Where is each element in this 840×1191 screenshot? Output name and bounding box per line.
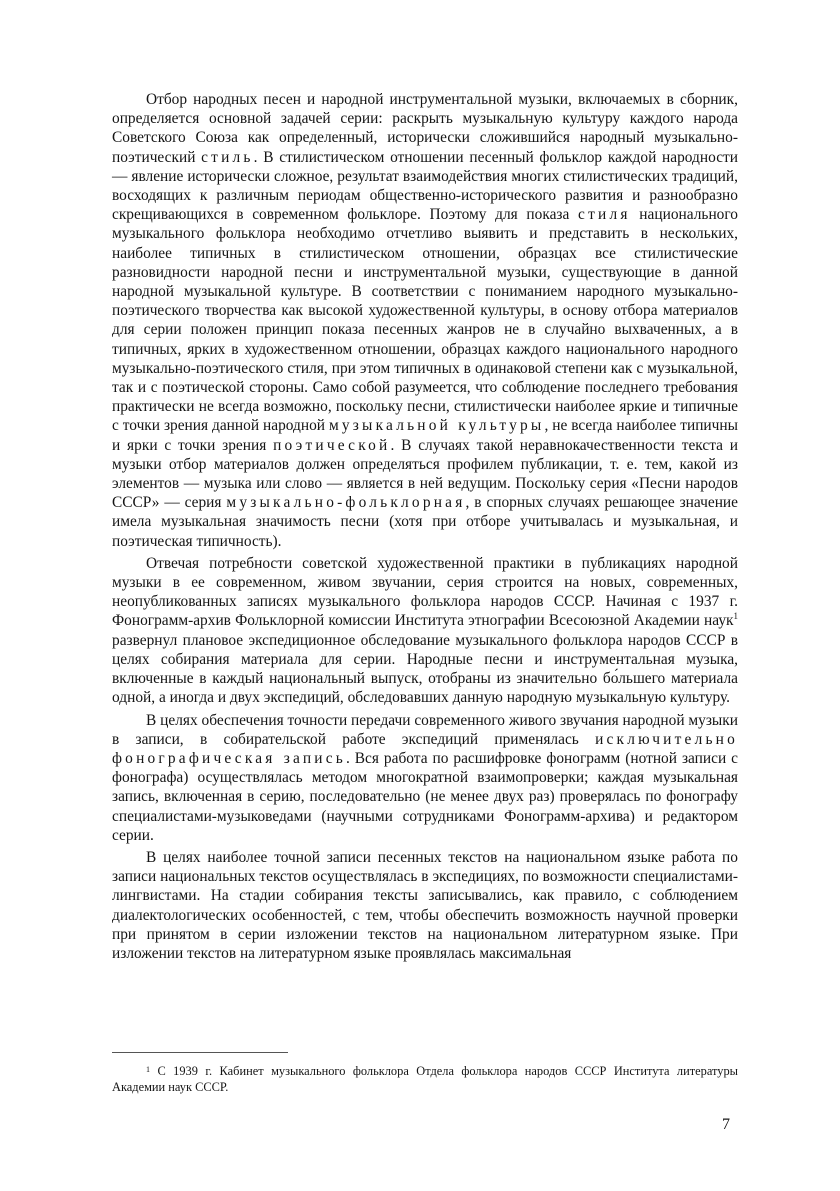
footnote-text: С 1939 г. Кабинет музыкального фольклора Отдела фольклора народов СССР Института литературы Академии наук СССР. bbox=[112, 1064, 738, 1094]
text-run: национального музыкального фольклора необходимо отчетливо выявить и представить в нескольких, наиболее типичных в стилистическом отношении, образцах все стилистические разновидности народной песни и инструментальной музыки, существующие в данной народной музыкальной культуре. В соответствии с пониманием народного музыкально-поэтического творчества как высокой художественной культуры, в основу отбора материалов для серии положен принцип показа песенных жанров не в случайно выхваченных, а в типичных, ярких в художественном отношении, образцах каждого национального народного музыкально-поэтического стиля, при этом типичных в одинаковой степени как с музыкальной, так и с поэтической стороны. Само собой разумеется, что соблюдение последнего требования практически не всегда возможно, поскольку песни, стилистически наиболее яркие и типичные с точки зрения данной народной bbox=[112, 206, 738, 435]
page-number: 7 bbox=[722, 1116, 730, 1133]
spaced-emphasis: стиля bbox=[578, 206, 631, 224]
footnote-mark: 1 bbox=[146, 1065, 150, 1074]
text-run: В целях обеспечения точности передачи современного живого звучания народной музыки в записи, в собирательской работе экспедиций применялась bbox=[112, 711, 738, 748]
spaced-emphasis: стиль bbox=[201, 148, 254, 166]
spaced-emphasis: поэтической bbox=[273, 436, 391, 454]
text-run: Отбор народных песен и народной инструментальной музыки, включаемых в сборник, определяется основной задачей серии: раскрыть музыкальную культуру каждого народа Советского Союза как определенный, исторически сложившийся народный музыкально-поэтический bbox=[112, 91, 738, 166]
spaced-emphasis: музыкальной культуры bbox=[328, 417, 545, 435]
text-run: , не всегда наиболее типичны и ярки с точки зрения bbox=[112, 417, 738, 454]
text-run: . В стилистическом отношении песенный фольклор каждой народности — явление исторически сложное, результат взаимодействия многих стилистических традиций, восходящих к различным периодам общественно-исторического развития и разнообразно скрещивающихся в современном фольклоре. Поэтому для показа bbox=[112, 148, 738, 224]
paragraph-recordings bbox=[112, 554, 738, 708]
main-text bbox=[112, 90, 738, 966]
paragraph-texts bbox=[112, 848, 738, 963]
text-run: . В случаях такой неравнокачественности текста и музыки отбор материалов должен определяться профилем публикации, т. е. тем, какой из элементов — музыка или слово — является в ней ведущим. Поскольку серия «Песни народов СССР» — серия bbox=[112, 436, 739, 512]
paragraph-style-selection bbox=[112, 90, 738, 551]
text-run: развернул плановое экспедиционное обследование музыкального фольклора народов СССР в целях собирания материала для серии. Народные песни и инструментальная музыка, включенные в каждый национальный выпуск, отобраны из значительно бо́льшего материала одной, а иногда и двух экспедиций, обследовавших данную народную музыкальную культуру. bbox=[112, 631, 738, 707]
text-run: В целях наиболее точной записи песенных текстов на национальном языке работа по записи национальных текстов осуществлялась в экспедициях, по возможности специалистами-лингвистами. На стадии собирания тексты записывались, как правило, с соблюдением диалектологических особенностей, с тем, чтобы обеспечить возможность научной проверки при принятом в серии изложении текстов на национальном литературном языке. При изложении текстов на литературном языке проявлялась максимальная bbox=[112, 848, 738, 962]
text-run: , в спорных случаях решающее значение имела музыкальная значимость песни (хотя при отборе учитывалась и музыкальная, и поэтическая типичность). bbox=[112, 494, 738, 550]
paragraph-phonograph bbox=[112, 711, 738, 845]
footnote-divider bbox=[112, 1052, 288, 1053]
spaced-emphasis: музыкально-фольклорная bbox=[226, 494, 466, 512]
spaced-emphasis: исключительно фонографическая запись bbox=[112, 730, 738, 767]
text-run: . Вся работа по расшифровке фонограмм (нотной записи с фонографа) осуществлялась методом многократной взаимопроверки; каждая музыкальная запись, включенная в серию, последовательно (не менее двух раз) проверялась по фонографу специалистами-музыковедами (научными сотрудниками Фонограмм-архива) и редактором серии. bbox=[112, 749, 738, 844]
footnote-reference: 1 bbox=[733, 611, 738, 622]
footnote bbox=[112, 1062, 738, 1095]
text-run: Отвечая потребности советской художественной практики в публикациях народной музыки в ее современном, живом звучании, серия строится на новых, современных, неопубликованных записях музыкального фольклора народов СССР. Начиная с 1937 г. Фонограмм-архив Фольклорной комиссии Института этнографии Всесоюзной Академии наук bbox=[112, 554, 738, 630]
